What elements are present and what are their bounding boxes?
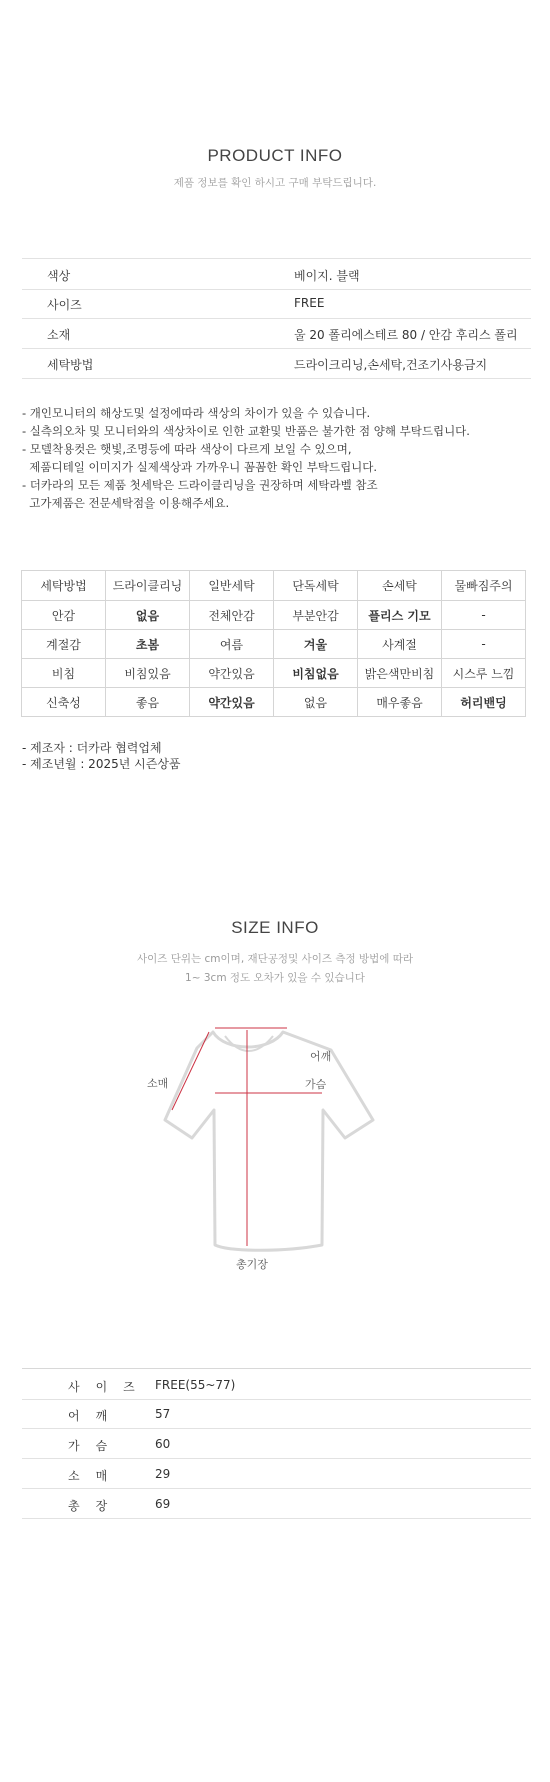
size-value: 69 [155,1497,171,1511]
size-label: 소매 [68,1469,124,1483]
attribute-cell: 전체안감 [190,601,274,630]
attribute-row [22,571,526,601]
size-value: 60 [155,1437,171,1451]
tshirt-measurement-diagram [145,1020,405,1275]
attribute-row [22,630,526,659]
attribute-cell: - [442,601,526,630]
shoulder-label: 어깨 [310,1050,332,1063]
manufacturer-line: - 제조자 : 더카라 협력업체 [22,741,162,755]
attribute-cell: - [442,630,526,659]
size-row-sleeve [22,1458,531,1489]
size-row-size [22,1368,531,1400]
chest-label: 가슴 [305,1078,327,1091]
info-row-material [22,318,531,349]
info-label: 사이즈 [47,298,82,312]
info-row-color [22,258,531,290]
attribute-row [22,688,526,717]
attribute-cell: 플리스 기모 [358,601,442,630]
attribute-cell: 부분안감 [274,601,358,630]
sleeve-label: 소매 [147,1077,169,1090]
product-attribute-table [21,570,526,717]
size-info-title: SIZE INFO [231,918,319,937]
manufacture-date-line: - 제조년월 : 2025년 시즌상품 [22,757,181,771]
info-label: 색상 [47,269,71,283]
notice-line: - 모델착용컷은 햇빛,조명등에 따라 색상이 다르게 보일 수 있으며, [22,442,352,456]
attribute-cell: 약간있음 [190,659,274,688]
attribute-header-cell: 비침 [22,659,106,688]
size-value: FREE(55~77) [155,1378,236,1392]
info-label: 소재 [47,328,71,342]
attribute-row [22,659,526,688]
attribute-cell: 좋음 [106,688,190,717]
attribute-cell: 비침없음 [274,659,358,688]
notice-line: - 실측의오차 및 모니터와의 색상차이로 인한 교환및 반품은 불가한 점 양해 부탁드립니다. [22,424,470,438]
product-info-subtitle: 제품 정보를 확인 하시고 구매 부탁드립니다. [173,177,377,189]
attribute-cell: 손세탁 [358,571,442,601]
manufacturer-info [22,740,181,772]
size-label: 사이즈 [68,1380,151,1394]
size-info-subtitle-2: 1~ 3cm 정도 오차가 있을 수 있습니다 [185,972,365,984]
attribute-cell: 허리밴딩 [442,688,526,717]
sleeve-line [172,1032,209,1110]
attribute-cell: 비침있음 [106,659,190,688]
size-label: 가슴 [68,1439,124,1453]
size-row-length [22,1488,531,1519]
notice-line: 제품디테일 이미지가 실제색상과 가까우니 꼼꼼한 확인 부탁드립니다. [22,460,378,474]
info-value: FREE [294,296,325,310]
attribute-cell: 매우좋음 [358,688,442,717]
attribute-cell: 드라이클리닝 [106,571,190,601]
product-info-title: PRODUCT INFO [207,146,343,165]
info-value: 베이지. 블랙 [294,269,360,283]
size-row-shoulder [22,1398,531,1429]
attribute-cell: 여름 [190,630,274,659]
attribute-cell: 시스루 느낌 [442,659,526,688]
info-value: 울 20 폴리에스테르 80 / 안감 후리스 폴리 [294,328,518,342]
size-value: 29 [155,1467,171,1481]
attribute-header-cell: 계절감 [22,630,106,659]
attribute-cell: 일반세탁 [190,571,274,601]
attribute-cell: 없음 [274,688,358,717]
attribute-header-cell: 안감 [22,601,106,630]
attribute-header-cell: 세탁방법 [22,571,106,601]
attribute-row [22,601,526,630]
length-label: 총기장 [236,1258,268,1271]
attribute-cell: 사계절 [358,630,442,659]
attribute-cell: 단독세탁 [274,571,358,601]
info-row-washing [22,348,531,379]
attribute-cell: 초봄 [106,630,190,659]
attribute-cell: 없음 [106,601,190,630]
info-value: 드라이크리닝,손세탁,건조기사용금지 [294,358,488,372]
attribute-cell: 겨울 [274,630,358,659]
attribute-header-cell: 신축성 [22,688,106,717]
notice-line: 고가제품은 전문세탁점을 이용해주세요. [22,496,230,510]
notice-list [22,404,470,512]
tshirt-outline [165,1032,373,1250]
notice-line: - 더카라의 모든 제품 첫세탁은 드라이클리닝을 권장하며 세탁라벨 참조 [22,478,378,492]
size-value: 57 [155,1407,171,1421]
attribute-cell: 약간있음 [190,688,274,717]
info-row-size [22,288,531,319]
attribute-cell: 물빠짐주의 [442,571,526,601]
size-label: 어깨 [68,1409,124,1423]
size-label: 총장 [68,1499,124,1513]
notice-line: - 개인모니터의 해상도및 설정에따라 색상의 차이가 있을 수 있습니다. [22,406,371,420]
info-label: 세탁방법 [47,358,94,372]
size-info-subtitle-1: 사이즈 단위는 cm이며, 재단공정및 사이즈 측정 방법에 따라 [137,953,413,965]
size-row-chest [22,1428,531,1459]
attribute-cell: 밝은색만비침 [358,659,442,688]
